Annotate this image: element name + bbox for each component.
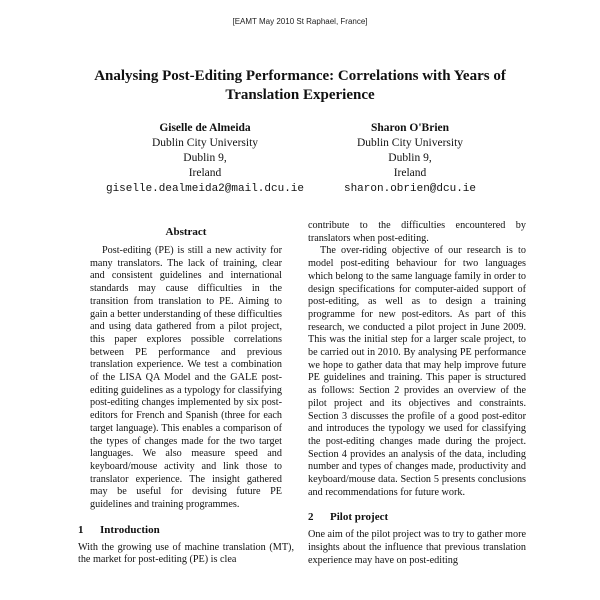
section-2-text: One aim of the pilot project was to try to gather more insights about the influence that previous translation experience may have on post-editing bbox=[308, 529, 526, 566]
author-name: Sharon O'Brien bbox=[370, 122, 450, 134]
author-block-1 bbox=[95, 121, 315, 197]
author-email: giselle.dealmeida2@mail.dcu.ie bbox=[105, 183, 305, 195]
paragraph-continuation: contribute to the difficulties encountered by translators when post-editing. bbox=[308, 220, 526, 244]
paragraph-objective: The over-riding objective of our research is to model post-editing behaviour for two languages which belong to the same language family in order to design specifications for computer-aided support of post-editing, as well as to design a training programme for new post-editors. As part of this research, we conducted a pilot project in June 2009. This was the initial step for a larger scale project, to be carried out in 2010. By analysing PE performance we hope to gather data that may help improve future PE guidelines and training. This paper is structured as follows: Section 2 provides an overview of the pilot project and its objectives and constraints. Section 3 discusses the profile of a good post-editor and introduces the typology we used for classifying the post-editing changes made during the project. Section 4 provides an analysis of the data, including number and types of changes made, productivity and keyboard/mouse data. Section 5 presents conclusions and recommendations for future work. bbox=[308, 245, 526, 498]
title-line-2: Translation Experience bbox=[225, 87, 375, 103]
author-city: Dublin 9, bbox=[183, 152, 227, 164]
abstract-block bbox=[78, 245, 294, 512]
section-2-heading bbox=[308, 511, 526, 523]
section-title: Introduction bbox=[100, 523, 160, 536]
right-column bbox=[308, 220, 526, 568]
section-number: 1 bbox=[78, 523, 84, 536]
section-title: Pilot project bbox=[330, 511, 389, 524]
section-number: 2 bbox=[308, 511, 314, 524]
conference-note: [EAMT May 2010 St Raphael, France] bbox=[232, 17, 368, 26]
author-name: Giselle de Almeida bbox=[159, 122, 251, 134]
abstract-text: Post-editing (PE) is still a new activity for many translators. The lack of training, clear and consistent guidelines and international standards may cause difficulties in the transition from translation to PE. Aiming to gain a better understanding of these difficulties and using data gathered from a pilot project, this paper explores possible correlations between PE performance and previous translation experience. We test a combination of the LISA QA Model and the GALE post-editing guidelines as a typology for classifying post-editing changes implemented by six post-editors for French and Spanish (three for each target language). This enables a comparison of the types of changes made for the two target languages. We also measure speed and keyboard/mouse activity and link those to translator experience. The insight gathered may be useful for devising future PE guidelines and training programmes. bbox=[90, 245, 282, 511]
author-block-2 bbox=[300, 121, 520, 197]
author-affiliation: Dublin City University bbox=[356, 137, 464, 149]
author-email: sharon.obrien@dcu.ie bbox=[343, 183, 477, 195]
section-1-heading bbox=[78, 524, 294, 536]
author-country: Ireland bbox=[188, 167, 222, 179]
title-line-1: Analysing Post-Editing Performance: Correlations with Years of bbox=[94, 68, 506, 84]
author-city: Dublin 9, bbox=[388, 152, 432, 164]
abstract-heading: Abstract bbox=[165, 226, 207, 238]
left-column bbox=[78, 226, 294, 567]
author-country: Ireland bbox=[393, 167, 427, 179]
section-1-text: With the growing use of machine translation (MT), the market for post-editing (PE) is clea bbox=[78, 541, 294, 566]
author-affiliation: Dublin City University bbox=[151, 137, 259, 149]
paper-title bbox=[60, 67, 540, 105]
